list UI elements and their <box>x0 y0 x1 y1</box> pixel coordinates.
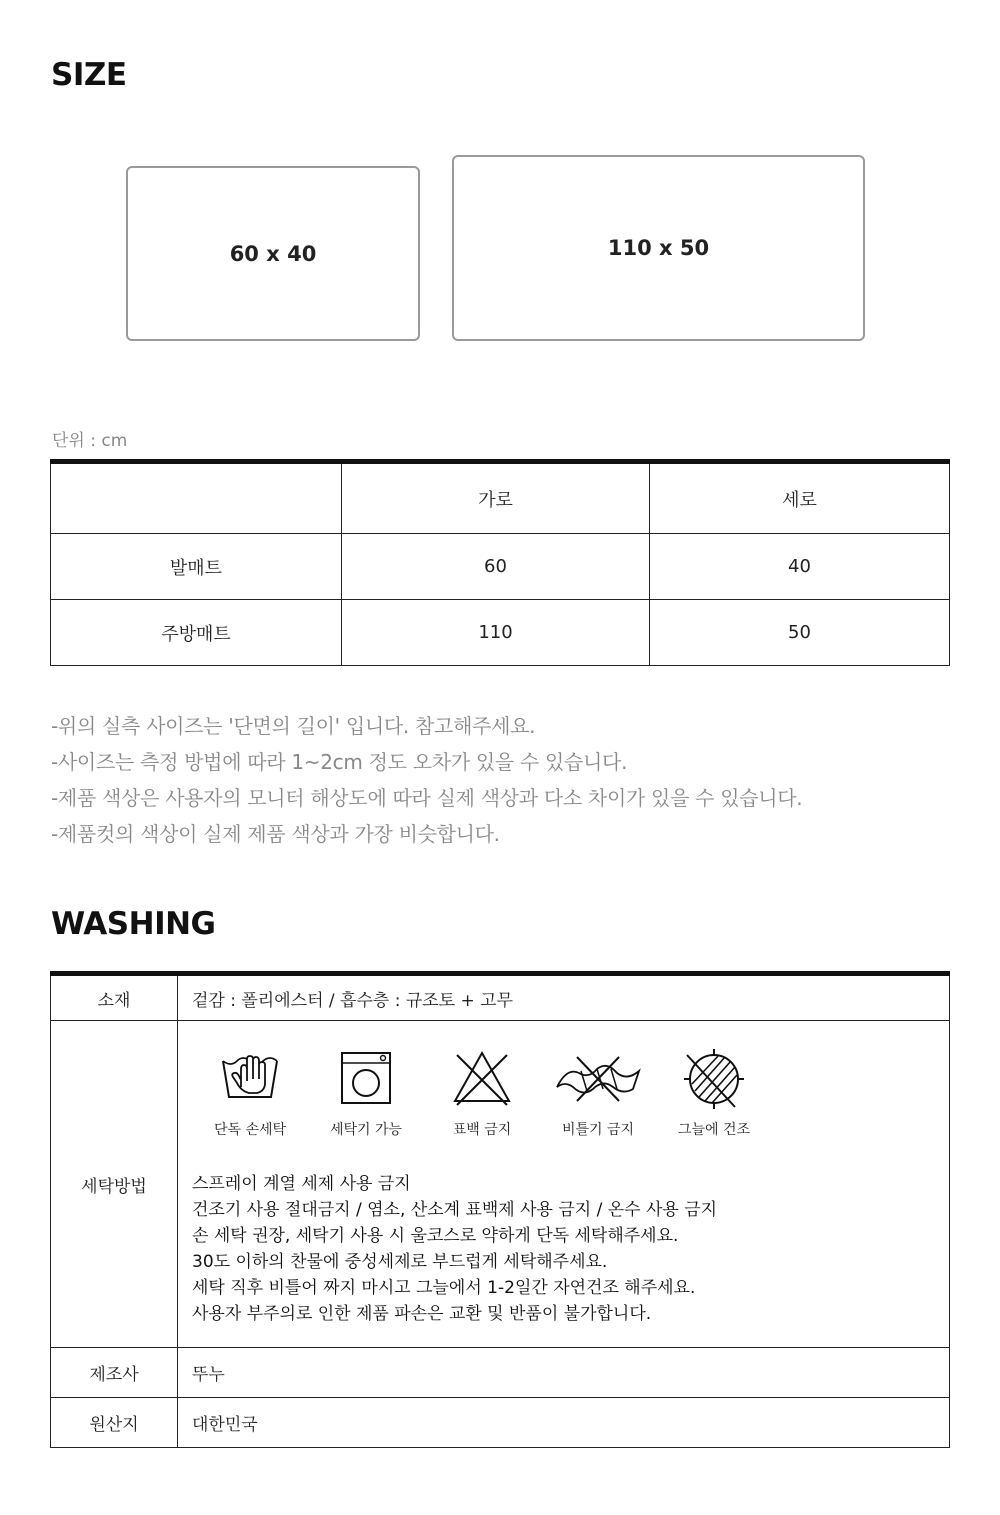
care-item <box>540 1047 656 1139</box>
instruction-line: 세탁 직후 비틀어 짜지 마시고 그늘에서 1-2일간 자연건조 해주세요. <box>192 1278 696 1298</box>
instruction-line: 스프레이 계열 세제 사용 금지 <box>192 1174 411 1194</box>
note-line: -위의 실측 사이즈는 '단면의 길이' 입니다. 참고해주세요. <box>51 714 536 738</box>
table-row <box>51 534 950 600</box>
row-label: 발매트 <box>51 534 342 600</box>
origin-value: 대한민국 <box>178 1398 950 1448</box>
size-table <box>50 459 950 666</box>
maker-row <box>51 1348 950 1398</box>
method-content <box>178 1021 950 1348</box>
bath-mat-size-box: 60 x 40 <box>126 166 420 341</box>
row-width: 60 <box>342 534 650 600</box>
care-label: 표백 금지 <box>452 1122 512 1138</box>
table-row <box>51 600 950 666</box>
note-line: -사이즈는 측정 방법에 따라 1~2cm 정도 오차가 있을 수 있습니다. <box>51 750 628 774</box>
method-label: 세탁방법 <box>51 1021 178 1348</box>
shade-dry-icon <box>679 1047 749 1109</box>
care-item <box>424 1047 540 1139</box>
header-cell <box>51 462 342 534</box>
no-bleach-icon <box>447 1047 517 1109</box>
row-width: 110 <box>342 600 650 666</box>
origin-row <box>51 1398 950 1448</box>
material-label: 소재 <box>51 974 178 1021</box>
no-wring-icon <box>553 1047 643 1109</box>
washing-title: WASHING <box>51 906 216 942</box>
table-header-row <box>51 462 950 534</box>
instruction-line: 손 세탁 권장, 세탁기 사용 시 울코스로 약하게 단독 세탁해주세요. <box>192 1226 679 1246</box>
material-row <box>51 974 950 1021</box>
washing-table <box>50 971 950 1448</box>
row-label: 주방매트 <box>51 600 342 666</box>
size-title: SIZE <box>51 57 127 93</box>
header-cell-height: 세로 <box>650 462 950 534</box>
instruction-line: 건조기 사용 절대금지 / 염소, 산소계 표백제 사용 금지 / 온수 사용 금지 <box>192 1200 718 1220</box>
care-item <box>308 1047 424 1139</box>
care-label: 세탁기 가능 <box>329 1122 403 1138</box>
hand-wash-icon <box>215 1047 285 1109</box>
origin-label: 원산지 <box>51 1398 178 1448</box>
care-label: 단독 손세탁 <box>213 1122 287 1138</box>
kitchen-mat-size-box: 110 x 50 <box>452 155 865 341</box>
care-item <box>192 1047 308 1139</box>
header-cell-width: 가로 <box>342 462 650 534</box>
unit-label: 단위 : cm <box>52 431 128 451</box>
method-instructions <box>192 1171 949 1327</box>
care-label: 비틀기 금지 <box>561 1122 635 1138</box>
care-label: 그늘에 건조 <box>677 1122 751 1138</box>
washing-machine-icon <box>331 1047 401 1109</box>
method-row <box>51 1021 950 1348</box>
maker-label: 제조사 <box>51 1348 178 1398</box>
note-line: -제품 색상은 사용자의 모니터 해상도에 따라 실제 색상과 다소 차이가 있을 수 있습니다. <box>51 786 803 810</box>
instruction-line: 사용자 부주의로 인한 제품 파손은 교환 및 반품이 불가합니다. <box>192 1304 652 1324</box>
size-notes <box>51 708 802 852</box>
row-height: 50 <box>650 600 950 666</box>
care-item <box>656 1047 772 1139</box>
care-icons <box>192 1047 949 1139</box>
maker-value: 뚜누 <box>178 1348 950 1398</box>
note-line: -제품컷의 색상이 실제 제품 색상과 가장 비슷합니다. <box>51 822 500 846</box>
instruction-line: 30도 이하의 찬물에 중성세제로 부드럽게 세탁해주세요. <box>192 1252 608 1272</box>
row-height: 40 <box>650 534 950 600</box>
material-value: 겉감 : 폴리에스터 / 흡수층 : 규조토 + 고무 <box>178 974 950 1021</box>
